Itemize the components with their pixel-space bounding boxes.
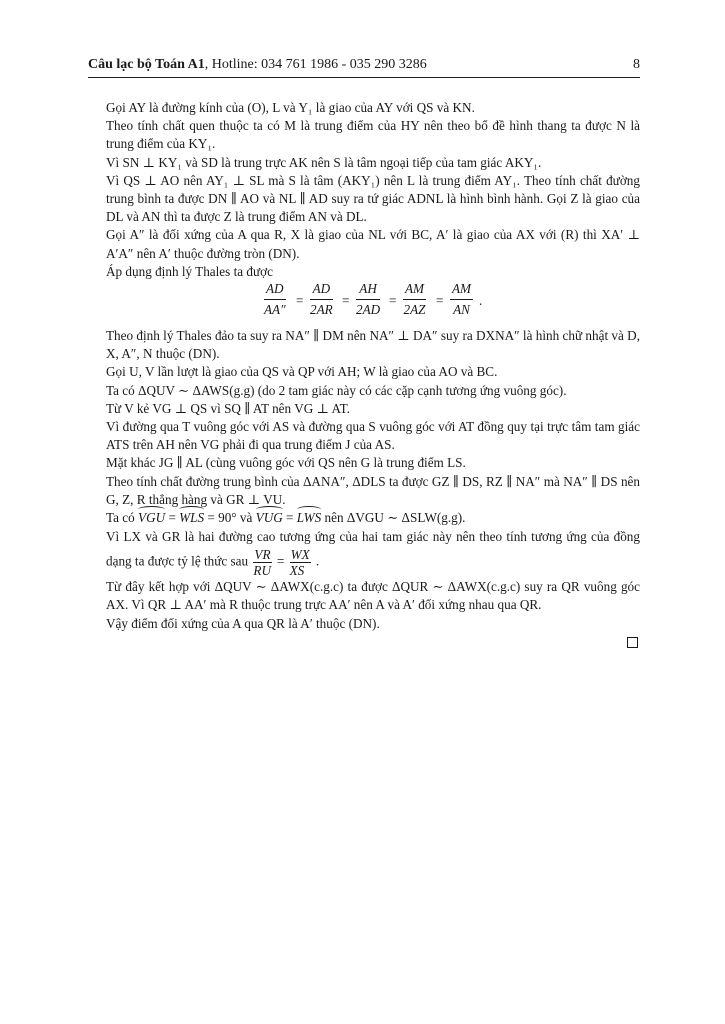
- fraction-4-numerator: AM: [403, 281, 426, 300]
- paragraph-12: Mặt khác JG ∥ AL (cùng vuông góc với QS nên G là trung điểm LS.: [106, 455, 466, 471]
- ratio-fraction-1: [253, 547, 271, 578]
- angle-text-g: =: [282, 510, 297, 526]
- equals-4: =: [436, 293, 444, 309]
- header-rule: [88, 77, 640, 78]
- equals-1: =: [296, 293, 304, 309]
- ratio-1-denominator: RU: [253, 563, 272, 579]
- angle-text-a: Ta có: [106, 510, 139, 526]
- fraction-5: [450, 281, 473, 318]
- paragraph-11: Vì đường qua T vuông góc với AS và đường qua S vuông góc với AT đồng quy tại trực tâm tam giác ATS trên AH nên VG phải đi qua trung điểm J của AS.: [106, 419, 640, 453]
- fraction-2-denominator: 2AR: [310, 302, 333, 318]
- paragraph-2: Theo tính chất quen thuộc ta có M là trung điểm của HY nên theo bổ đề hình thang ta được N là trung điểm của KY₁.: [106, 118, 640, 152]
- fraction-3: [356, 281, 380, 318]
- equation-period: .: [479, 293, 483, 309]
- ratio-1-numerator: VR: [254, 547, 271, 563]
- fraction-1: [264, 281, 286, 318]
- header-left: [88, 57, 427, 73]
- angle-text-c: =: [165, 510, 180, 526]
- proof-body: [106, 99, 640, 633]
- page-header: [88, 57, 640, 77]
- angle-text-e: = 90° và: [204, 510, 256, 526]
- ratio-end: .: [312, 553, 320, 569]
- thales-equation: [106, 281, 640, 327]
- paragraph-15: [106, 527, 640, 578]
- fraction-5-denominator: AN: [453, 302, 470, 318]
- paragraph-9: Ta có ΔQUV ∼ ΔAWS(g.g) (do 2 tam giác này có các cặp cạnh tương ứng vuông góc).: [106, 382, 567, 398]
- paragraph-5: Gọi A″ là đối xứng của A qua R, X là giao của NL với BC, A′ là giao của AX với (R) thì XA′ ⊥ A′A″ nên A′ thuộc đường tròn (DN).: [106, 227, 640, 261]
- ratio-2-numerator: WX: [290, 547, 310, 563]
- ratio-text: Vì LX và GR là hai đường cao tương ứng của hai tam giác này nên theo tính tương ứng của đồng dạng ta được tỷ lệ thức sau: [106, 529, 640, 569]
- fraction-4: [403, 281, 426, 318]
- paragraph-3: Vì SN ⊥ KY₁ và SD là trung trực AK nên S là tâm ngoại tiếp của tam giác AKY₁.: [106, 154, 542, 170]
- angle-lws: LWS: [297, 509, 321, 527]
- angle-vgu: VGU: [138, 509, 165, 527]
- page-number: 8: [633, 57, 640, 72]
- paragraph-17: Vậy điểm đối xứng của A qua QR là A′ thuộc (DN).: [106, 615, 380, 631]
- paragraph-4: Vì QS ⊥ AO nên AY₁ ⊥ SL mà S là tâm (AKY₁) nên L là trung điểm AY₁. Theo tính chất đường trung bình ta được DN ∥ AO và NL ∥ AD suy ra tứ giác ADNL là hình bình hành. Gọi Z là giao của DL và AN thì ta được Z là trung điểm AN và DL.: [106, 172, 640, 225]
- fraction-2-numerator: AD: [310, 281, 333, 300]
- fraction-4-denominator: 2AZ: [403, 302, 426, 318]
- ratio-equals: =: [273, 553, 288, 569]
- fraction-2: [310, 281, 333, 318]
- fraction-1-numerator: AD: [264, 281, 286, 300]
- paragraph-16: Từ đây kết hợp với ΔQUV ∼ ΔAWX(c.g.c) ta được ΔQUR ∼ ΔAWX(c.g.c) suy ra QR vuông góc AX. Vì QR ⊥ AA′ mà R thuộc trung trực AA′ nên A và A′ đối xứng nhau qua QR.: [106, 579, 640, 613]
- angle-text-i: nên ΔVGU ∼ ΔSLW(g.g).: [321, 510, 466, 526]
- qed-square-icon: [627, 637, 638, 648]
- ratio-fraction-2: [290, 547, 311, 578]
- fraction-1-denominator: AA″: [264, 302, 286, 318]
- paragraph-14: [106, 509, 640, 527]
- paragraph-13: Theo tính chất đường trung bình của ΔANA″, ΔDLS ta được GZ ∥ DS, RZ ∥ NA″ mà NA″ ∥ DS nên G, Z, R thẳng hàng và GR ⊥ VU.: [106, 473, 640, 507]
- hotline: , Hotline: 034 761 1986 - 035 290 3286: [204, 57, 427, 72]
- fraction-3-denominator: 2AD: [356, 302, 381, 318]
- club-name: Câu lạc bộ Toán A1: [88, 57, 205, 72]
- paragraph-7: Theo định lý Thales đảo ta suy ra NA″ ∥ DM nên NA″ ⊥ DA″ suy ra DXNA″ là hình chữ nhật và D, X, A″, N thuộc (DN).: [106, 328, 640, 362]
- equals-3: =: [389, 293, 397, 309]
- fraction-3-numerator: AH: [356, 281, 380, 300]
- fraction-5-numerator: AM: [450, 281, 473, 300]
- angle-vug: VUG: [256, 509, 283, 527]
- ratio-2-denominator: XS: [289, 563, 305, 579]
- angle-wls: WLS: [179, 509, 204, 527]
- paragraph-1: Gọi AY là đường kính của (O), L và Y₁ là giao của AY với QS và KN.: [106, 100, 475, 115]
- paragraph-6: Áp dụng định lý Thales ta được: [106, 263, 273, 279]
- equals-2: =: [342, 293, 350, 309]
- paragraph-8: Gọi U, V lần lượt là giao của QS và QP với AH; W là giao của AO và BC.: [106, 364, 498, 380]
- paragraph-10: Từ V kẻ VG ⊥ QS vì SQ ∥ AT nên VG ⊥ AT.: [106, 400, 350, 416]
